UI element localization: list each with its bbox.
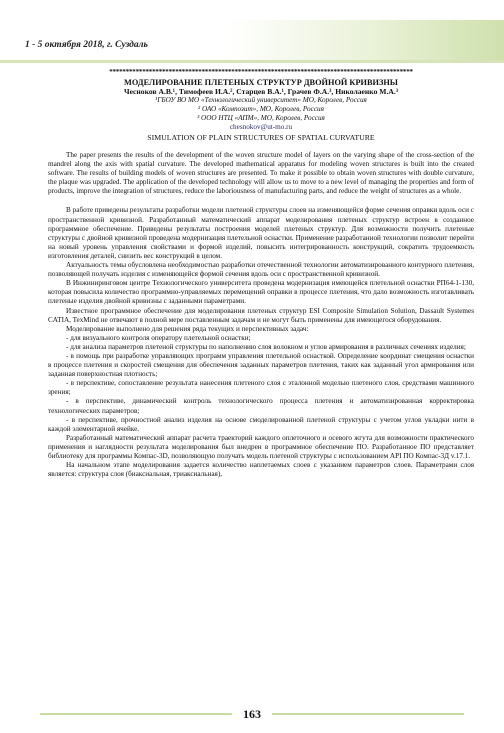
list-item: - в перспективе, сопоставление результата нанесения плетеного слоя с эталонной моделью плетеного слоя, средствами машинного зрения; bbox=[48, 379, 474, 397]
list-item: - для визуального контроля оператору плетельной оснастки; bbox=[66, 333, 251, 342]
list-item: - в помощь при разработке управляющих программ управления плетельной оснасткой. Определение координат смещения оснастки в процессе плетения и скоростей смещения для обеспечения заданных параметров плетения, таких как заданный угол армирования или заданная поверхностная плотность; bbox=[48, 351, 474, 379]
author-list: Чесноков А.В.¹, Тимофеев И.А.², Старцев В.А.¹, Грачев Ф.А.³, Николаенко М.А.³ bbox=[124, 87, 398, 96]
english-abstract: The paper presents the results of the development of the woven structure model of layers on the varying shape of the cross-section of the mandrel along the axis with spatial curvature. The developed mathematical apparatus for modeling woven structures is built into the created software. The results of building models of woven structures are presented. To make it possible to obtain woven structures with double curvature, the plaque was upgraded. The application of the developed technology will allow us to move to a new level of managing the properties and form of products, improve the integration of structures, reduce the laboriousness of manufacturing parts, and reduce the weight of structures as a whole. bbox=[48, 151, 474, 196]
article bbox=[48, 66, 474, 479]
paragraph: В Инжиниринговом центре Технологического университета проведена модернизация имеющейся плетельной оснастки РП64-1-130, которая повысила количество программно-управляемых перемещений оправки в процессе плетения, что дало возможность изготавливать плетеные изделия двойной кривизны с заданными параметрами. bbox=[48, 279, 474, 306]
paragraph: Разработанный математический аппарат расчета траекторий каждого оплеточного и осевого жгута для возможности практического применения и наглядности результата моделирования был внедрен в программное обеспечение ПО. Разработанное ПО представляет библиотеку для программы Компас-3D, позволяющую получать модель плетеной структуры с использованием API ПО Компас-3Д v.17.1. bbox=[48, 433, 474, 460]
header-rule bbox=[0, 60, 504, 63]
list-item: - в перспективе, прочностной анализ изделия на основе смоделированной плетеной структуры с учетом углов укладки нити в каждой элементарной ячейке. bbox=[48, 415, 474, 433]
affiliation-1: ¹ГБОУ ВО МО «Технологический университет» МО, Королев, Россия bbox=[155, 96, 367, 104]
paragraph: Известное программное обеспечение для моделирования плетеных структур ESI Composite Simulation Solution, Dassault Systemes CATIA, TexMind не отвечают в полной мере поставленным задачам и не могут быть применены для имеющегося оборудования. bbox=[48, 306, 474, 324]
separator-stars: ******************************************************************************************** bbox=[109, 68, 413, 76]
article-body bbox=[48, 206, 474, 479]
page-number: 163 bbox=[232, 705, 272, 723]
page-footer bbox=[0, 705, 504, 733]
conference-dates: 1 - 5 октября 2018, г. Суздаль bbox=[25, 40, 148, 50]
paragraph: Актуальность темы обусловлена необходимостью разработки отечественной технологии автоматизированного контурного плетения, позволяющей получать изделия с изменяющейся формой сечения вдоль оси с пространственной кривизной. bbox=[48, 261, 474, 279]
list-item: - для анализа параметров плетеной структуры по наполнению слоя волокном и углов армирования в различных сечениях изделия; bbox=[66, 342, 466, 351]
affiliation-3: ³ ООО НТЦ «АПМ», МО, Королев, Россия bbox=[197, 114, 325, 122]
page-header bbox=[0, 0, 504, 60]
article-title: МОДЕЛИРОВАНИЕ ПЛЕТЕНЫХ СТРУКТУР ДВОЙНОЙ КРИВИЗНЫ bbox=[124, 78, 398, 87]
paragraph: В работе приведены результаты разработки модели плетеной структуры слоев на изменяющейся форме сечения оправки вдоль оси с пространственной кривизной. Разработанный математический аппарат моделирования плетеных структур встроен в созданное программное обеспечение. Приведены результаты построения моделей плетеных структур. Для возможности получить плетеные структуры с двойной кривизной проведена модернизация плетельной оснастки. Применение разработанной технологии позволит перейти на новый уровень управления свойствами и формой изделий, повысить интегрированность конструкций, сократить трудоемкость изготовления деталей, снизить вес конструкций в целом. bbox=[48, 206, 474, 260]
paragraph: Моделирование выполнено для решения ряда текущих и перспективных задач: bbox=[66, 324, 309, 333]
paragraph: На начальном этапе моделирования задается количество наплетаемых слоев с указанием параметров слоев. Параметрами слоя является: структура слоя (биаксиальная, триаксиальная), bbox=[48, 461, 474, 479]
english-title: SIMULATION OF PLAIN STRUCTURES OF SPATIAL CURVATURE bbox=[147, 133, 375, 142]
affiliation-2: ² ОАО «Композит», МО, Королев, Россия bbox=[198, 105, 324, 113]
contact-email[interactable]: chesnokov@ut-mo.ru bbox=[229, 123, 293, 131]
list-item: - в перспективе, динамический контроль технологического процесса плетения и автоматизированная корректировка технологических параметров; bbox=[48, 397, 474, 415]
